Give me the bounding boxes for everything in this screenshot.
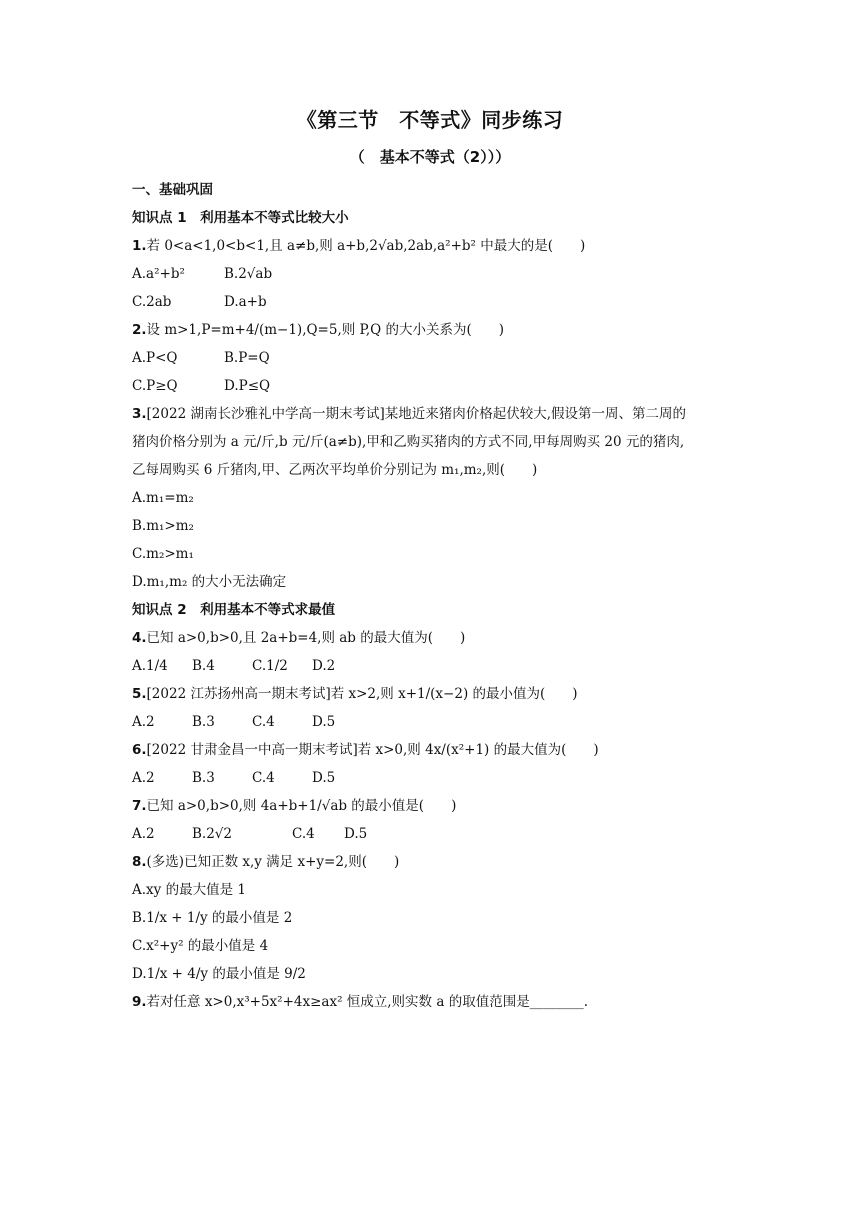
page-title: 《第三节 不等式》同步练习 (296, 108, 564, 132)
question-7: 7.已知 a>0,b>0,则 4a+b+1/√ab 的最小值是( ) (132, 798, 457, 814)
question-5: 5.[2022 江苏扬州高一期末考试]若 x>2,则 x+1/(x−2) 的最小值为( ) (132, 686, 578, 702)
knowledge-point-2: 知识点 2 利用基本不等式求最值 (132, 602, 336, 618)
question-2-options-row1: A.P<Q B.P=Q (132, 350, 270, 366)
question-3-line3: 乙每周购买 6 斤猪肉,甲、乙两次平均单价分别记为 m₁,m₂,则( ) (132, 462, 538, 478)
question-3-line1: 3.[2022 湖南长沙雅礼中学高一期末考试]某地近来猪肉价格起伏较大,假设第一周、第二周的 (132, 406, 687, 422)
question-8-option-b: B.1/x + 1/y 的最小值是 2 (132, 910, 293, 926)
question-3-option-c: C.m₂>m₁ (132, 546, 194, 562)
question-2-options-row2: C.P≥Q D.P≤Q (132, 378, 271, 394)
question-8: 8.(多选)已知正数 x,y 满足 x+y=2,则( ) (132, 854, 400, 870)
question-3-option-a: A.m₁=m₂ (132, 490, 194, 506)
question-8-option-a: A.xy 的最大值是 1 (132, 882, 246, 898)
exercise-list (132, 176, 732, 1016)
question-4-options: A.1/4 B.4 C.1/2 D.2 (132, 658, 336, 674)
question-4: 4.已知 a>0,b>0,且 2a+b=4,则 ab 的最大值为( ) (132, 630, 466, 646)
knowledge-point-1: 知识点 1 利用基本不等式比较大小 (132, 210, 349, 226)
question-7-options: A.2 B.2√2 C.4 D.5 (132, 826, 368, 842)
question-6: 6.[2022 甘肃金昌一中高一期末考试]若 x>0,则 4x/(x²+1) 的最大值为( ) (132, 742, 599, 758)
question-3-option-b: B.m₁>m₂ (132, 518, 194, 534)
question-5-options: A.2 B.3 C.4 D.5 (132, 714, 336, 730)
section-heading: 一、基础巩固 (132, 182, 213, 198)
question-3-line2: 猪肉价格分别为 a 元/斤,b 元/斤(a≠b),甲和乙购买猪肉的方式不同,甲每周购买 20 元的猪肉, (132, 434, 685, 450)
question-8-option-c: C.x²+y² 的最小值是 4 (132, 938, 269, 954)
question-1: 1.若 0<a<1,0<b<1,且 a≠b,则 a+b,2√ab,2ab,a²+b² 中最大的是( ) (132, 238, 586, 254)
question-8-option-d: D.1/x + 4/y 的最小值是 9/2 (132, 966, 306, 982)
question-6-options: A.2 B.3 C.4 D.5 (132, 770, 336, 786)
question-3-option-d: D.m₁,m₂ 的大小无法确定 (132, 574, 287, 590)
question-9: 9.若对任意 x>0,x³+5x²+4x≥ax² 恒成立,则实数 a 的取值范围是________. (132, 994, 588, 1010)
page-subtitle: （ 基本不等式（2））） (349, 148, 511, 166)
question-1-options-row2: C.2ab D.a+b (132, 294, 267, 310)
question-2: 2.设 m>1,P=m+4/(m−1),Q=5,则 P,Q 的大小关系为( ) (132, 322, 505, 338)
question-1-options-row1: A.a²+b² B.2√ab (132, 266, 273, 282)
